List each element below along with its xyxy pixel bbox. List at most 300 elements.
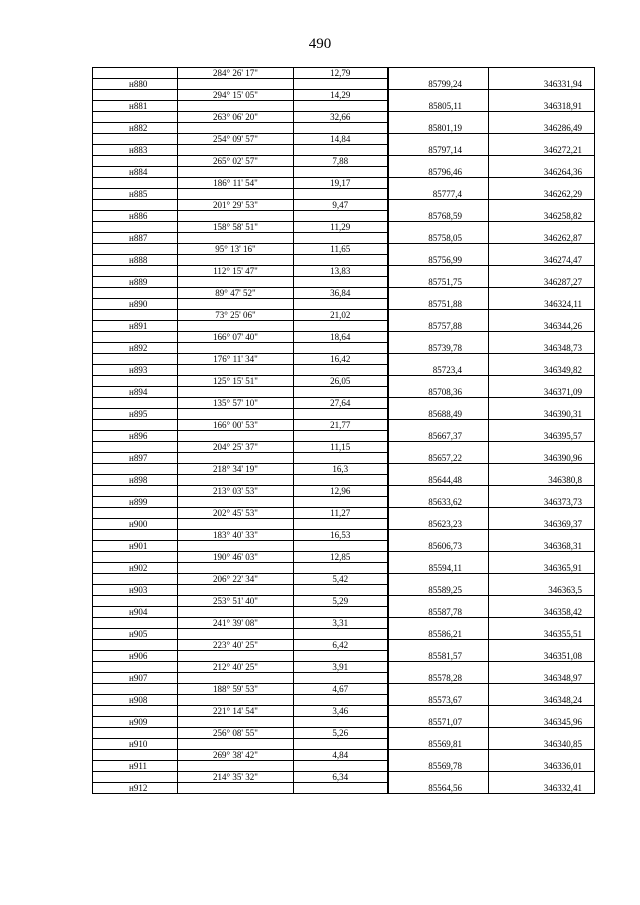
point-name-cell: н892 — [93, 343, 178, 354]
direction-angle-cell: 95° 13' 16" — [178, 244, 294, 255]
segment-row — [93, 442, 595, 453]
direction-angle-cell: 201° 29' 53" — [178, 200, 294, 211]
point-row — [93, 497, 595, 508]
direction-angle-cell: 158° 58' 51" — [178, 222, 294, 233]
direction-angle-cell — [178, 189, 294, 200]
length-cell — [294, 585, 388, 596]
length-cell — [294, 343, 388, 354]
x-coordinate-cell — [388, 530, 489, 541]
y-coordinate-cell: 346262,29 — [489, 189, 595, 200]
y-coordinate-cell: 346348,73 — [489, 343, 595, 354]
x-coordinate-cell: 85723,4 — [388, 365, 489, 376]
point-name-cell — [93, 288, 178, 299]
point-name-cell: н897 — [93, 453, 178, 464]
point-name-cell — [93, 464, 178, 475]
length-cell — [294, 277, 388, 288]
point-name-cell: н908 — [93, 695, 178, 706]
x-coordinate-cell: 85569,78 — [388, 761, 489, 772]
length-cell — [294, 123, 388, 134]
segment-row — [93, 288, 595, 299]
length-cell: 21,02 — [294, 310, 388, 321]
x-coordinate-cell: 85606,73 — [388, 541, 489, 552]
direction-angle-cell — [178, 255, 294, 266]
direction-angle-cell — [178, 651, 294, 662]
point-name-cell: н902 — [93, 563, 178, 574]
y-coordinate-cell — [489, 376, 595, 387]
point-name-cell — [93, 68, 178, 79]
segment-row — [93, 398, 595, 409]
segment-row — [93, 684, 595, 695]
direction-angle-cell — [178, 211, 294, 222]
x-coordinate-cell — [388, 398, 489, 409]
point-name-cell — [93, 662, 178, 673]
x-coordinate-cell — [388, 508, 489, 519]
length-cell: 32,66 — [294, 112, 388, 123]
direction-angle-cell: 223° 40' 25" — [178, 640, 294, 651]
direction-angle-cell: 73° 25' 06" — [178, 310, 294, 321]
x-coordinate-cell: 85797,14 — [388, 145, 489, 156]
y-coordinate-cell: 346258,82 — [489, 211, 595, 222]
y-coordinate-cell: 346348,24 — [489, 695, 595, 706]
length-cell — [294, 409, 388, 420]
x-coordinate-cell — [388, 310, 489, 321]
y-coordinate-cell: 346287,27 — [489, 277, 595, 288]
y-coordinate-cell: 346348,97 — [489, 673, 595, 684]
point-name-cell: н893 — [93, 365, 178, 376]
direction-angle-cell: 176° 11' 34" — [178, 354, 294, 365]
segment-row — [93, 200, 595, 211]
length-cell: 3,91 — [294, 662, 388, 673]
x-coordinate-cell: 85757,88 — [388, 321, 489, 332]
point-name-cell — [93, 750, 178, 761]
point-row — [93, 145, 595, 156]
x-coordinate-cell — [388, 552, 489, 563]
length-cell: 26,05 — [294, 376, 388, 387]
point-name-cell: н886 — [93, 211, 178, 222]
y-coordinate-cell: 346262,87 — [489, 233, 595, 244]
y-coordinate-cell — [489, 486, 595, 497]
segment-row — [93, 90, 595, 101]
segment-row — [93, 464, 595, 475]
segment-row — [93, 662, 595, 673]
point-name-cell — [93, 508, 178, 519]
segment-row — [93, 574, 595, 585]
point-row — [93, 343, 595, 354]
point-name-cell — [93, 442, 178, 453]
length-cell: 14,84 — [294, 134, 388, 145]
y-coordinate-cell: 346336,01 — [489, 761, 595, 772]
x-coordinate-cell — [388, 332, 489, 343]
x-coordinate-cell: 85751,88 — [388, 299, 489, 310]
x-coordinate-cell — [388, 486, 489, 497]
point-row — [93, 563, 595, 574]
direction-angle-cell: 253° 51' 40" — [178, 596, 294, 607]
point-row — [93, 79, 595, 90]
y-coordinate-cell — [489, 618, 595, 629]
direction-angle-cell: 221° 14' 54" — [178, 706, 294, 717]
point-name-cell: н881 — [93, 101, 178, 112]
y-coordinate-cell: 346345,96 — [489, 717, 595, 728]
y-coordinate-cell — [489, 200, 595, 211]
y-coordinate-cell — [489, 266, 595, 277]
point-row — [93, 321, 595, 332]
length-cell — [294, 299, 388, 310]
point-name-cell: н900 — [93, 519, 178, 530]
segment-row — [93, 112, 595, 123]
segment-row — [93, 68, 595, 79]
x-coordinate-cell: 85751,75 — [388, 277, 489, 288]
point-name-cell: н898 — [93, 475, 178, 486]
length-cell: 12,96 — [294, 486, 388, 497]
x-coordinate-cell: 85801,19 — [388, 123, 489, 134]
point-row — [93, 189, 595, 200]
point-row — [93, 123, 595, 134]
direction-angle-cell: 125° 15' 51" — [178, 376, 294, 387]
y-coordinate-cell — [489, 640, 595, 651]
x-coordinate-cell — [388, 200, 489, 211]
point-name-cell: н909 — [93, 717, 178, 728]
point-name-cell — [93, 200, 178, 211]
point-name-cell: н891 — [93, 321, 178, 332]
length-cell — [294, 321, 388, 332]
direction-angle-cell — [178, 101, 294, 112]
x-coordinate-cell: 85564,56 — [388, 783, 489, 794]
point-row — [93, 673, 595, 684]
direction-angle-cell: 206° 22' 34" — [178, 574, 294, 585]
length-cell: 3,46 — [294, 706, 388, 717]
point-name-cell — [93, 354, 178, 365]
y-coordinate-cell: 346390,96 — [489, 453, 595, 464]
direction-angle-cell — [178, 717, 294, 728]
direction-angle-cell — [178, 79, 294, 90]
x-coordinate-cell: 85623,23 — [388, 519, 489, 530]
point-name-cell: н912 — [93, 783, 178, 794]
x-coordinate-cell — [388, 112, 489, 123]
x-coordinate-cell — [388, 90, 489, 101]
point-name-cell — [93, 376, 178, 387]
y-coordinate-cell — [489, 398, 595, 409]
length-cell: 16,3 — [294, 464, 388, 475]
segment-row — [93, 134, 595, 145]
direction-angle-cell: 186° 11' 54" — [178, 178, 294, 189]
length-cell — [294, 475, 388, 486]
point-row — [93, 717, 595, 728]
y-coordinate-cell: 346373,73 — [489, 497, 595, 508]
length-cell — [294, 365, 388, 376]
direction-angle-cell — [178, 607, 294, 618]
table-body — [93, 68, 595, 794]
point-name-cell — [93, 574, 178, 585]
point-name-cell — [93, 266, 178, 277]
x-coordinate-cell — [388, 178, 489, 189]
segment-row — [93, 772, 595, 783]
y-coordinate-cell: 346365,91 — [489, 563, 595, 574]
direction-angle-cell: 218° 34' 19" — [178, 464, 294, 475]
point-name-cell — [93, 530, 178, 541]
length-cell: 5,29 — [294, 596, 388, 607]
point-name-cell — [93, 596, 178, 607]
direction-angle-cell: 166° 07' 40" — [178, 332, 294, 343]
direction-angle-cell — [178, 123, 294, 134]
segment-row — [93, 596, 595, 607]
y-coordinate-cell: 346332,41 — [489, 783, 595, 794]
segment-row — [93, 728, 595, 739]
coordinates-table — [92, 67, 595, 794]
length-cell: 11,15 — [294, 442, 388, 453]
point-name-cell: н888 — [93, 255, 178, 266]
x-coordinate-cell: 85758,05 — [388, 233, 489, 244]
segment-row — [93, 530, 595, 541]
length-cell: 12,79 — [294, 68, 388, 79]
point-row — [93, 739, 595, 750]
segment-row — [93, 420, 595, 431]
point-row — [93, 255, 595, 266]
length-cell — [294, 167, 388, 178]
y-coordinate-cell — [489, 750, 595, 761]
point-name-cell — [93, 332, 178, 343]
point-name-cell: н884 — [93, 167, 178, 178]
length-cell — [294, 717, 388, 728]
x-coordinate-cell: 85578,28 — [388, 673, 489, 684]
y-coordinate-cell — [489, 420, 595, 431]
y-coordinate-cell — [489, 354, 595, 365]
point-row — [93, 607, 595, 618]
point-name-cell — [93, 684, 178, 695]
x-coordinate-cell — [388, 266, 489, 277]
y-coordinate-cell — [489, 332, 595, 343]
x-coordinate-cell — [388, 134, 489, 145]
x-coordinate-cell — [388, 442, 489, 453]
y-coordinate-cell: 346340,85 — [489, 739, 595, 750]
y-coordinate-cell — [489, 596, 595, 607]
x-coordinate-cell — [388, 640, 489, 651]
direction-angle-cell: 190° 46' 03" — [178, 552, 294, 563]
direction-angle-cell: 214° 35' 32" — [178, 772, 294, 783]
x-coordinate-cell: 85569,81 — [388, 739, 489, 750]
point-name-cell: н890 — [93, 299, 178, 310]
point-name-cell: н889 — [93, 277, 178, 288]
segment-row — [93, 376, 595, 387]
segment-row — [93, 552, 595, 563]
segment-row — [93, 244, 595, 255]
point-row — [93, 431, 595, 442]
x-coordinate-cell: 85633,62 — [388, 497, 489, 508]
direction-angle-cell — [178, 453, 294, 464]
x-coordinate-cell: 85586,21 — [388, 629, 489, 640]
point-row — [93, 365, 595, 376]
x-coordinate-cell: 85796,46 — [388, 167, 489, 178]
segment-row — [93, 354, 595, 365]
y-coordinate-cell — [489, 222, 595, 233]
point-row — [93, 519, 595, 530]
y-coordinate-cell: 346264,36 — [489, 167, 595, 178]
length-cell — [294, 783, 388, 794]
point-name-cell — [93, 486, 178, 497]
y-coordinate-cell — [489, 464, 595, 475]
segment-row — [93, 332, 595, 343]
point-name-cell — [93, 772, 178, 783]
length-cell — [294, 145, 388, 156]
point-row — [93, 409, 595, 420]
point-name-cell — [93, 618, 178, 629]
x-coordinate-cell: 85581,57 — [388, 651, 489, 662]
length-cell: 12,85 — [294, 552, 388, 563]
x-coordinate-cell: 85587,78 — [388, 607, 489, 618]
x-coordinate-cell — [388, 68, 489, 79]
length-cell: 6,42 — [294, 640, 388, 651]
point-row — [93, 299, 595, 310]
point-row — [93, 541, 595, 552]
point-name-cell — [93, 420, 178, 431]
length-cell: 4,84 — [294, 750, 388, 761]
y-coordinate-cell: 346318,91 — [489, 101, 595, 112]
point-name-cell: н895 — [93, 409, 178, 420]
direction-angle-cell — [178, 321, 294, 332]
length-cell: 4,67 — [294, 684, 388, 695]
direction-angle-cell: 166° 00' 53" — [178, 420, 294, 431]
y-coordinate-cell: 346371,09 — [489, 387, 595, 398]
length-cell — [294, 497, 388, 508]
length-cell — [294, 233, 388, 244]
point-name-cell: н911 — [93, 761, 178, 772]
point-name-cell — [93, 178, 178, 189]
point-name-cell: н883 — [93, 145, 178, 156]
direction-angle-cell — [178, 783, 294, 794]
x-coordinate-cell: 85644,48 — [388, 475, 489, 486]
point-row — [93, 101, 595, 112]
direction-angle-cell — [178, 167, 294, 178]
direction-angle-cell — [178, 761, 294, 772]
x-coordinate-cell — [388, 288, 489, 299]
point-name-cell: н907 — [93, 673, 178, 684]
length-cell: 3,31 — [294, 618, 388, 629]
length-cell — [294, 607, 388, 618]
length-cell — [294, 431, 388, 442]
point-name-cell — [93, 222, 178, 233]
direction-angle-cell: 294° 15' 05" — [178, 90, 294, 101]
x-coordinate-cell: 85667,37 — [388, 431, 489, 442]
page-number: 490 — [308, 36, 332, 52]
y-coordinate-cell: 346358,42 — [489, 607, 595, 618]
direction-angle-cell — [178, 145, 294, 156]
x-coordinate-cell — [388, 750, 489, 761]
segment-row — [93, 156, 595, 167]
direction-angle-cell — [178, 541, 294, 552]
direction-angle-cell: 202° 45' 53" — [178, 508, 294, 519]
length-cell — [294, 651, 388, 662]
point-row — [93, 783, 595, 794]
segment-row — [93, 640, 595, 651]
y-coordinate-cell: 346380,8 — [489, 475, 595, 486]
y-coordinate-cell — [489, 530, 595, 541]
x-coordinate-cell: 85777,4 — [388, 189, 489, 200]
y-coordinate-cell — [489, 684, 595, 695]
length-cell: 19,17 — [294, 178, 388, 189]
point-name-cell: н887 — [93, 233, 178, 244]
direction-angle-cell — [178, 629, 294, 640]
point-row — [93, 211, 595, 222]
point-name-cell: н896 — [93, 431, 178, 442]
direction-angle-cell: 213° 03' 53" — [178, 486, 294, 497]
point-name-cell: н894 — [93, 387, 178, 398]
y-coordinate-cell: 346363,5 — [489, 585, 595, 596]
length-cell — [294, 255, 388, 266]
x-coordinate-cell — [388, 222, 489, 233]
y-coordinate-cell — [489, 112, 595, 123]
x-coordinate-cell: 85756,99 — [388, 255, 489, 266]
point-name-cell: н905 — [93, 629, 178, 640]
length-cell — [294, 519, 388, 530]
length-cell: 27,64 — [294, 398, 388, 409]
point-name-cell — [93, 90, 178, 101]
length-cell: 7,88 — [294, 156, 388, 167]
length-cell: 11,65 — [294, 244, 388, 255]
point-name-cell: н910 — [93, 739, 178, 750]
point-name-cell: н906 — [93, 651, 178, 662]
point-row — [93, 475, 595, 486]
y-coordinate-cell — [489, 574, 595, 585]
direction-angle-cell — [178, 409, 294, 420]
y-coordinate-cell — [489, 728, 595, 739]
y-coordinate-cell — [489, 178, 595, 189]
point-name-cell — [93, 706, 178, 717]
length-cell: 18,64 — [294, 332, 388, 343]
y-coordinate-cell — [489, 156, 595, 167]
y-coordinate-cell — [489, 68, 595, 79]
x-coordinate-cell: 85594,11 — [388, 563, 489, 574]
y-coordinate-cell — [489, 310, 595, 321]
x-coordinate-cell — [388, 706, 489, 717]
point-name-cell — [93, 310, 178, 321]
x-coordinate-cell — [388, 574, 489, 585]
x-coordinate-cell: 85708,36 — [388, 387, 489, 398]
point-row — [93, 585, 595, 596]
point-name-cell — [93, 134, 178, 145]
length-cell — [294, 541, 388, 552]
length-cell — [294, 79, 388, 90]
point-row — [93, 651, 595, 662]
x-coordinate-cell — [388, 662, 489, 673]
y-coordinate-cell: 346355,51 — [489, 629, 595, 640]
direction-angle-cell: 284° 26' 17" — [178, 68, 294, 79]
y-coordinate-cell — [489, 134, 595, 145]
direction-angle-cell: 256° 08' 55" — [178, 728, 294, 739]
length-cell: 21,77 — [294, 420, 388, 431]
point-row — [93, 453, 595, 464]
x-coordinate-cell — [388, 728, 489, 739]
x-coordinate-cell — [388, 420, 489, 431]
point-name-cell: н880 — [93, 79, 178, 90]
x-coordinate-cell: 85688,49 — [388, 409, 489, 420]
length-cell — [294, 387, 388, 398]
length-cell: 9,47 — [294, 200, 388, 211]
point-row — [93, 761, 595, 772]
y-coordinate-cell: 346390,31 — [489, 409, 595, 420]
point-row — [93, 233, 595, 244]
direction-angle-cell — [178, 475, 294, 486]
segment-row — [93, 618, 595, 629]
length-cell: 5,42 — [294, 574, 388, 585]
direction-angle-cell — [178, 387, 294, 398]
x-coordinate-cell — [388, 772, 489, 783]
point-name-cell — [93, 640, 178, 651]
direction-angle-cell: 135° 57' 10" — [178, 398, 294, 409]
length-cell: 16,42 — [294, 354, 388, 365]
direction-angle-cell: 265° 02' 57" — [178, 156, 294, 167]
point-row — [93, 167, 595, 178]
segment-row — [93, 486, 595, 497]
point-name-cell — [93, 398, 178, 409]
